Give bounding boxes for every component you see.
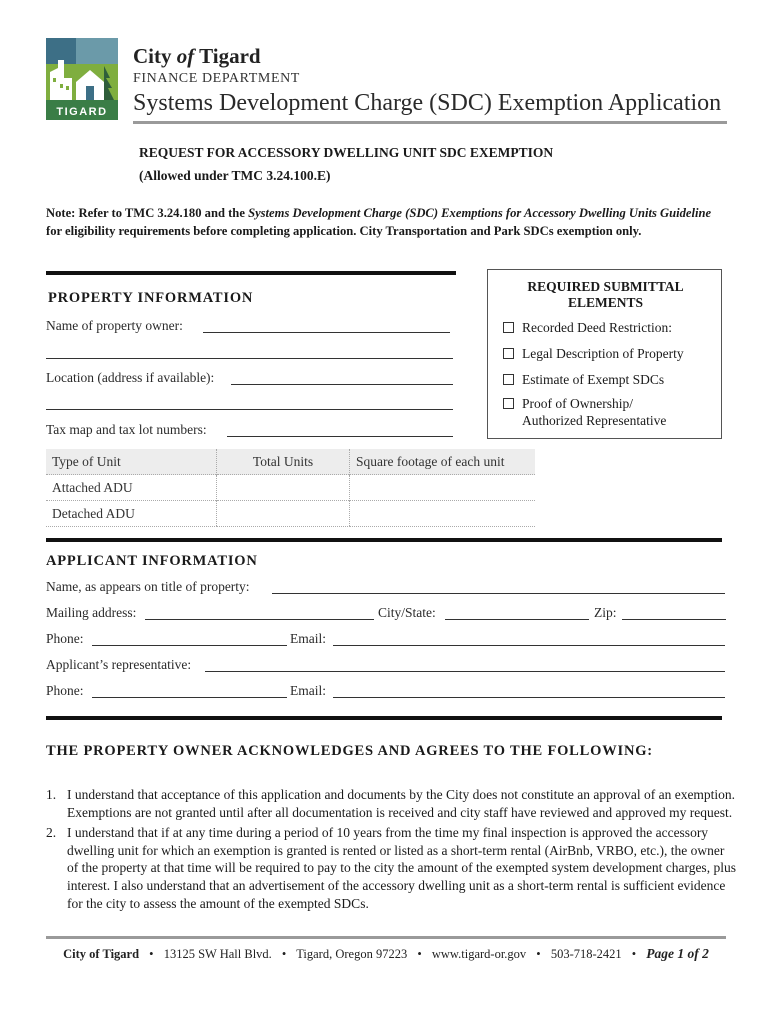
- zip-label: Zip:: [594, 605, 617, 620]
- row-label-detached: Detached ADU: [46, 501, 217, 527]
- acknowledgement-heading: THE PROPERTY OWNER ACKNOWLEDGES AND AGREES TO THE FOLLOWING:: [46, 743, 653, 759]
- location-input-line2[interactable]: [46, 409, 453, 410]
- eligibility-note: Note: Refer to TMC 3.24.180 and the Systems Development Charge (SDC) Exemptions for Accessory Dwelling Units Guideline for eligibility requirements before completing application. City Transportation and Park SDCs exemption only.: [46, 206, 712, 238]
- mailing-address-input[interactable]: [145, 619, 374, 620]
- section-divider: [46, 271, 456, 275]
- email-input[interactable]: [333, 645, 725, 646]
- department-name: FINANCE DEPARTMENT: [133, 71, 300, 86]
- attached-sqft-input[interactable]: [350, 475, 536, 501]
- column-header-sqft: Square footage of each unit: [350, 449, 536, 475]
- section-divider: [46, 538, 722, 542]
- owner-input-line2[interactable]: [46, 358, 453, 359]
- email-label: Email:: [290, 631, 326, 646]
- zip-input[interactable]: [622, 619, 726, 620]
- city-state-input[interactable]: [445, 619, 589, 620]
- taxmap-label: Tax map and tax lot numbers:: [46, 422, 207, 437]
- phone-label: Phone:: [46, 631, 84, 646]
- checkbox-proof-of-ownership[interactable]: Proof of Ownership/ Authorized Representative: [503, 395, 666, 429]
- mailing-address-label: Mailing address:: [46, 605, 137, 620]
- svg-text:TIGARD: TIGARD: [56, 106, 108, 118]
- city-state-label: City/State:: [378, 605, 436, 620]
- applicant-name-label: Name, as appears on title of property:: [46, 579, 250, 594]
- phone-input[interactable]: [92, 645, 287, 646]
- owner-input[interactable]: [203, 332, 450, 333]
- city-logo: [46, 38, 118, 120]
- request-subtitle: (Allowed under TMC 3.24.100.E): [139, 168, 331, 183]
- required-submittal-title: REQUIRED SUBMITTAL ELEMENTS: [527, 279, 684, 310]
- unit-table: [46, 449, 535, 527]
- applicant-section-heading: APPLICANT INFORMATION: [46, 553, 258, 569]
- list-item: 2. I understand that if at any time during a period of 10 years from the time my final inspection is approved the accessory dwelling unit for which an exemption is granted is rented or listed as a short-term rental (AirBnb, VRBO, etc.), the owner of the property at that time will be required to pay to the city the amount of the exempted system development charges, plus interest. I also understand that an advertisement of the accessory dwelling unit as a short-term rental is sufficient evidence for the city to assess the amount of the exempted SDCs.: [46, 825, 736, 911]
- checkbox[interactable]: [503, 322, 514, 333]
- request-title: REQUEST FOR ACCESSORY DWELLING UNIT SDC EXEMPTION: [139, 145, 554, 160]
- checkbox[interactable]: [503, 348, 514, 359]
- row-label-attached: Attached ADU: [46, 475, 217, 501]
- taxmap-input[interactable]: [227, 436, 453, 437]
- table-row: [46, 475, 535, 501]
- location-label: Location (address if available):: [46, 370, 215, 385]
- applicant-name-input[interactable]: [272, 593, 725, 594]
- footer-city-state: Tigard, Oregon 97223: [296, 947, 408, 961]
- rep-email-input[interactable]: [333, 697, 725, 698]
- footer-phone: 503-718-2421: [550, 947, 622, 961]
- column-header-type: Type of Unit: [46, 449, 217, 475]
- property-section-heading: PROPERTY INFORMATION: [48, 290, 254, 306]
- title-divider: [133, 121, 727, 124]
- required-submittal-box: [487, 269, 722, 439]
- list-item: 1. I understand that acceptance of this application and documents by the City does not constitute an approval of an exemption. Exemptions are not granted until after all documentation is received and city staff have reviewed and approved my request.: [46, 787, 736, 820]
- owner-label: Name of property owner:: [46, 318, 183, 333]
- footer-address: 13125 SW Hall Blvd.: [163, 947, 272, 961]
- checkbox[interactable]: [503, 398, 514, 409]
- footer-city: City of Tigard: [63, 947, 140, 961]
- page-number: Page 1 of 2: [646, 946, 709, 961]
- checkbox[interactable]: [503, 374, 514, 385]
- detached-total-input[interactable]: [217, 501, 350, 527]
- acknowledgement-list: [46, 786, 736, 915]
- detached-sqft-input[interactable]: [350, 501, 536, 527]
- city-name: City of Tigard: [133, 44, 261, 68]
- table-header-row: [46, 449, 535, 475]
- footer-website-link[interactable]: www.tigard-or.gov: [431, 947, 527, 961]
- checkbox-deed-restriction[interactable]: Recorded Deed Restriction:: [503, 319, 672, 336]
- rep-email-label: Email:: [290, 683, 326, 698]
- column-header-total: Total Units: [217, 449, 350, 475]
- representative-input[interactable]: [205, 671, 725, 672]
- footer-divider: [46, 936, 726, 939]
- table-row: [46, 501, 535, 527]
- attached-total-input[interactable]: [217, 475, 350, 501]
- checkbox-exempt-sdcs[interactable]: Estimate of Exempt SDCs: [503, 371, 664, 388]
- representative-label: Applicant’s representative:: [46, 657, 192, 672]
- rep-phone-label: Phone:: [46, 683, 84, 698]
- page-footer: City of Tigard • 13125 SW Hall Blvd. • Tigard, Oregon 97223 • www.tigard-or.gov • 503-718-2421 • Page 1 of 2: [63, 946, 709, 961]
- checkbox-legal-description[interactable]: Legal Description of Property: [503, 345, 684, 362]
- document-title: Systems Development Charge (SDC) Exemption Application: [133, 90, 722, 116]
- location-input[interactable]: [231, 384, 453, 385]
- section-divider: [46, 716, 722, 720]
- rep-phone-input[interactable]: [92, 697, 287, 698]
- guideline-reference: Systems Development Charge (SDC) Exemptions for Accessory Dwelling Units Guideline: [248, 206, 712, 220]
